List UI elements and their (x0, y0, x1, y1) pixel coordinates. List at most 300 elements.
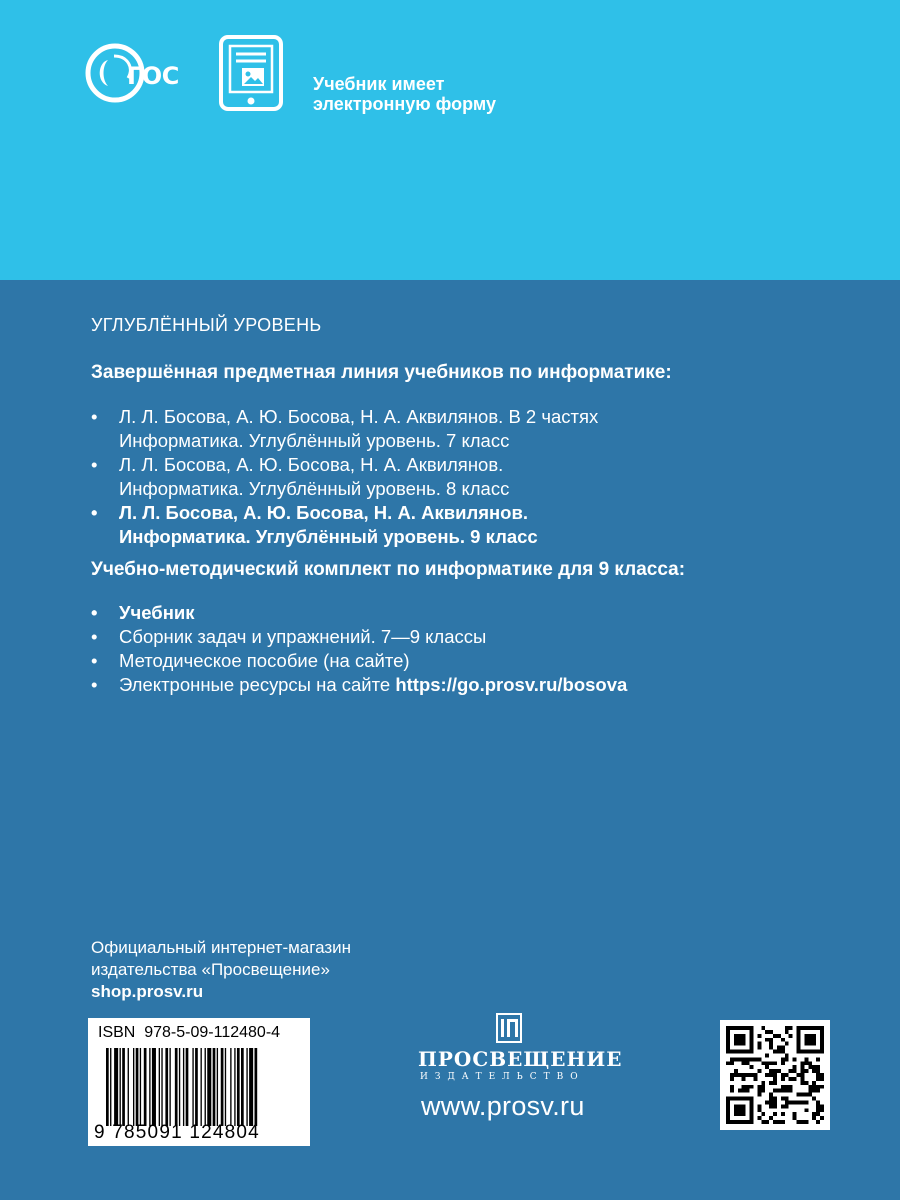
qr-module (750, 1108, 754, 1112)
qr-module (746, 1097, 750, 1101)
qr-module (785, 1053, 789, 1057)
barcode-bar (225, 1048, 226, 1126)
qr-module (812, 1081, 816, 1085)
qr-module (738, 1050, 742, 1054)
resources-link[interactable]: https://go.prosv.ru/bosova (395, 674, 628, 695)
qr-module (789, 1069, 793, 1073)
qr-module (742, 1077, 746, 1081)
qr-module (808, 1042, 812, 1046)
qr-module (789, 1026, 793, 1030)
qr-module (785, 1042, 789, 1046)
barcode-bar (201, 1048, 202, 1126)
qr-module (812, 1116, 816, 1120)
qr-module (781, 1097, 785, 1101)
barcode-bar (192, 1048, 193, 1126)
qr-module (785, 1057, 789, 1061)
qr-module (785, 1097, 789, 1101)
qr-module (797, 1026, 801, 1030)
qr-module (773, 1073, 777, 1077)
qr-module (730, 1089, 734, 1093)
qr-module (757, 1089, 761, 1093)
qr-module (738, 1089, 742, 1093)
qr-module (781, 1077, 785, 1081)
qr-module (750, 1085, 754, 1089)
qr-module (769, 1093, 773, 1097)
qr-module (726, 1120, 730, 1124)
barcode-bar (159, 1048, 160, 1126)
qr-module (808, 1026, 812, 1030)
barcode-bar (255, 1048, 258, 1126)
qr-module (734, 1073, 738, 1077)
qr-module (804, 1034, 808, 1038)
qr-module (757, 1069, 761, 1073)
qr-module (820, 1034, 824, 1038)
qr-module (769, 1030, 773, 1034)
qr-module (789, 1034, 793, 1038)
qr-module (742, 1034, 746, 1038)
qr-module (812, 1097, 816, 1101)
qr-module (777, 1046, 781, 1050)
barcode-bar (217, 1048, 218, 1126)
qr-module (757, 1108, 761, 1112)
publisher-logo-icon (496, 1013, 522, 1043)
qr-module (750, 1057, 754, 1061)
qr-module (750, 1046, 754, 1050)
qr-module (746, 1057, 750, 1061)
qr-module (746, 1085, 750, 1089)
barcode-bar (161, 1048, 162, 1126)
barcode-bar (249, 1048, 253, 1126)
qr-module (804, 1026, 808, 1030)
qr-module (800, 1093, 804, 1097)
qr-module (777, 1069, 781, 1073)
qr-module (800, 1069, 804, 1073)
qr-module (812, 1038, 816, 1042)
qr-module (757, 1116, 761, 1120)
qr-module (773, 1120, 777, 1124)
qr-module (804, 1061, 808, 1065)
bullet-icon: • (91, 454, 98, 475)
barcode-bar (213, 1048, 216, 1126)
qr-module (797, 1050, 801, 1054)
series-title: Завершённая предметная линия учебников по информатике: (91, 362, 672, 383)
qr-module (800, 1120, 804, 1124)
qr-module (777, 1034, 781, 1038)
qr-module (808, 1085, 812, 1089)
qr-module (742, 1104, 746, 1108)
qr-module (726, 1061, 730, 1065)
qr-module (757, 1104, 761, 1108)
qr-module (797, 1100, 801, 1104)
qr-module (726, 1046, 730, 1050)
qr-module (734, 1097, 738, 1101)
qr-module (750, 1050, 754, 1054)
qr-module (765, 1120, 769, 1124)
list-item-current (91, 501, 598, 549)
qr-module (730, 1057, 734, 1061)
qr-module (761, 1089, 765, 1093)
qr-module (738, 1120, 742, 1124)
qr-module (761, 1112, 765, 1116)
qr-module (726, 1108, 730, 1112)
bullet-icon: • (91, 406, 98, 427)
qr-module (773, 1089, 777, 1093)
qr-module (750, 1026, 754, 1030)
barcode-bar (110, 1048, 111, 1126)
qr-module (750, 1034, 754, 1038)
qr-module (750, 1073, 754, 1077)
qr-module (769, 1042, 773, 1046)
qr-module (797, 1034, 801, 1038)
qr-module (726, 1026, 730, 1030)
qr-module (789, 1085, 793, 1089)
qr-module (769, 1104, 773, 1108)
qr-module (816, 1077, 820, 1081)
qr-module (750, 1116, 754, 1120)
barcode-bar (175, 1048, 178, 1126)
qr-module (734, 1026, 738, 1030)
qr-module (765, 1065, 769, 1069)
qr-module (769, 1061, 773, 1065)
qr-module (750, 1097, 754, 1101)
qr-module (769, 1046, 773, 1050)
qr-module (746, 1120, 750, 1124)
qr-module (757, 1085, 761, 1089)
umk-title: Учебно-методический комплект по информатике для 9 класса: (91, 559, 686, 580)
qr-module (757, 1034, 761, 1038)
shop-link[interactable]: shop.prosv.ru (91, 982, 204, 1001)
qr-module (726, 1042, 730, 1046)
barcode-bar (133, 1048, 134, 1126)
qr-module (765, 1053, 769, 1057)
qr-module (808, 1065, 812, 1069)
level-label: УГЛУБЛЁННЫЙ УРОВЕНЬ (91, 315, 322, 335)
barcode-bar (122, 1048, 125, 1126)
qr-module (785, 1104, 789, 1108)
list-item-text: Сборник задач и упражнений. 7—9 классы (119, 626, 487, 647)
qr-module (800, 1050, 804, 1054)
qr-module (773, 1097, 777, 1101)
qr-module (765, 1073, 769, 1077)
qr-module (793, 1077, 797, 1081)
qr-module (789, 1089, 793, 1093)
list-item (91, 673, 627, 697)
barcode (106, 1048, 302, 1126)
list-item-line2: Информатика. Углублённый уровень. 9 класс (119, 526, 538, 547)
qr-module (742, 1120, 746, 1124)
qr-module (781, 1112, 785, 1116)
qr-module (753, 1077, 757, 1081)
qr-module (816, 1069, 820, 1073)
bullet-icon: • (91, 602, 98, 623)
qr-module (800, 1065, 804, 1069)
qr-module (734, 1057, 738, 1061)
qr-module (781, 1089, 785, 1093)
qr-module (769, 1081, 773, 1085)
series-list (91, 405, 598, 549)
qr-module (816, 1050, 820, 1054)
qr-module (769, 1073, 773, 1077)
qr-module (765, 1038, 769, 1042)
qr-module (797, 1120, 801, 1124)
list-item-line2: Информатика. Углублённый уровень. 7 класс (119, 430, 510, 451)
qr-module (730, 1085, 734, 1089)
qr-module (730, 1120, 734, 1124)
publisher-name: ПРОСВЕЩЕНИЕ (418, 1047, 623, 1071)
qr-module (816, 1073, 820, 1077)
qr-module (734, 1108, 738, 1112)
qr-module (789, 1100, 793, 1104)
qr-module (738, 1026, 742, 1030)
qr-module (757, 1093, 761, 1097)
qr-module (734, 1050, 738, 1054)
qr-module (750, 1042, 754, 1046)
qr-module (773, 1112, 777, 1116)
qr-module (808, 1034, 812, 1038)
qr-module (804, 1050, 808, 1054)
barcode-bar (136, 1048, 139, 1126)
qr-module (769, 1069, 773, 1073)
qr-module (785, 1030, 789, 1034)
qr-module (777, 1089, 781, 1093)
qr-module (761, 1026, 765, 1030)
qr-module (734, 1034, 738, 1038)
qr-module (808, 1061, 812, 1065)
barcode-bar (152, 1048, 156, 1126)
qr-module (742, 1026, 746, 1030)
qr-module (742, 1057, 746, 1061)
qr-module (765, 1061, 769, 1065)
qr-module (730, 1077, 734, 1081)
qr-module (746, 1026, 750, 1030)
qr-module (742, 1089, 746, 1093)
qr-module (769, 1097, 773, 1101)
qr-module (730, 1061, 734, 1065)
qr-module (812, 1042, 816, 1046)
list-item-text: Учебник (119, 602, 195, 623)
qr-module (820, 1085, 824, 1089)
list-item (91, 601, 627, 625)
qr-module (738, 1097, 742, 1101)
qr-module (812, 1089, 816, 1093)
qr-module (742, 1108, 746, 1112)
qr-module (777, 1050, 781, 1054)
qr-module (765, 1030, 769, 1034)
qr-module (816, 1108, 820, 1112)
qr-module (816, 1065, 820, 1069)
tablet-icon (218, 34, 284, 112)
qr-module (726, 1104, 730, 1108)
qr-module (726, 1038, 730, 1042)
qr-module (742, 1038, 746, 1042)
electronic-form-line1: Учебник имеет (313, 74, 445, 94)
qr-module (820, 1042, 824, 1046)
electronic-form-note (313, 74, 496, 114)
bullet-icon: • (91, 650, 98, 671)
qr-module (750, 1100, 754, 1104)
qr-module (812, 1034, 816, 1038)
qr-module (742, 1050, 746, 1054)
qr-module (734, 1120, 738, 1124)
qr-module (781, 1120, 785, 1124)
qr-module (804, 1042, 808, 1046)
qr-module (781, 1046, 785, 1050)
qr-module (757, 1042, 761, 1046)
qr-module (769, 1100, 773, 1104)
qr-module (793, 1116, 797, 1120)
qr-module (812, 1112, 816, 1116)
list-item-line2: Информатика. Углублённый уровень. 8 класс (119, 478, 510, 499)
qr-module (800, 1100, 804, 1104)
qr-module (757, 1057, 761, 1061)
isbn-label: ISBN 978-5-09-112480-4 (98, 1024, 281, 1041)
shop-info (91, 937, 351, 1003)
barcode-bar (241, 1048, 244, 1126)
qr-module (738, 1073, 742, 1077)
qr-module (753, 1073, 757, 1077)
qr-module (750, 1112, 754, 1116)
qr-module (816, 1057, 820, 1061)
qr-module (773, 1069, 777, 1073)
qr-module (800, 1081, 804, 1085)
qr-module (769, 1116, 773, 1120)
qr-module (742, 1085, 746, 1089)
barcode-bar (221, 1048, 224, 1126)
qr-module (804, 1120, 808, 1124)
qr-module (773, 1061, 777, 1065)
qr-module (816, 1026, 820, 1030)
qr-module (738, 1112, 742, 1116)
qr-module (773, 1050, 777, 1054)
qr-module (734, 1069, 738, 1073)
qr-module (800, 1026, 804, 1030)
qr-module (797, 1042, 801, 1046)
qr-module (726, 1050, 730, 1054)
qr-module (804, 1038, 808, 1042)
qr-module (793, 1069, 797, 1073)
publisher-site-link[interactable]: www.prosv.ru (421, 1091, 585, 1121)
list-item (91, 649, 627, 673)
qr-module (750, 1120, 754, 1124)
qr-module (793, 1100, 797, 1104)
barcode-bar (149, 1048, 150, 1126)
qr-module (793, 1112, 797, 1116)
barcode-bar (205, 1048, 206, 1126)
bullet-icon: • (91, 674, 98, 695)
qr-module (785, 1100, 789, 1104)
qr-module (804, 1057, 808, 1061)
qr-module (797, 1073, 801, 1077)
qr-module (797, 1093, 801, 1097)
barcode-bar (144, 1048, 147, 1126)
qr-code[interactable] (720, 1020, 830, 1130)
qr-module (797, 1030, 801, 1034)
qr-module (750, 1065, 754, 1069)
qr-module (820, 1030, 824, 1034)
qr-module (785, 1073, 789, 1077)
barcode-bar (237, 1048, 240, 1126)
qr-module (820, 1038, 824, 1042)
qr-module (804, 1069, 808, 1073)
qr-module (808, 1050, 812, 1054)
qr-module (816, 1104, 820, 1108)
bullet-icon: • (91, 502, 98, 523)
qr-module (804, 1108, 808, 1112)
qr-module (820, 1026, 824, 1030)
qr-module (734, 1042, 738, 1046)
qr-module (773, 1034, 777, 1038)
qr-module (808, 1093, 812, 1097)
qr-module (785, 1089, 789, 1093)
qr-module (746, 1073, 750, 1077)
list-item-line1: Л. Л. Босова, А. Ю. Босова, Н. А. Аквилянов. (119, 502, 528, 523)
qr-module (812, 1069, 816, 1073)
qr-module (812, 1085, 816, 1089)
qr-module (812, 1050, 816, 1054)
qr-module (804, 1081, 808, 1085)
qr-module (812, 1026, 816, 1030)
qr-module (777, 1120, 781, 1124)
qr-module (750, 1038, 754, 1042)
barcode-bar (165, 1048, 168, 1126)
barcode-bar (169, 1048, 170, 1126)
qr-module (742, 1112, 746, 1116)
qr-module (742, 1061, 746, 1065)
qr-module (738, 1057, 742, 1061)
qr-module (820, 1077, 824, 1081)
qr-module (738, 1034, 742, 1038)
qr-module (812, 1065, 816, 1069)
qr-module (742, 1042, 746, 1046)
qr-module (742, 1073, 746, 1077)
qr-module (726, 1097, 730, 1101)
qr-module (738, 1104, 742, 1108)
qr-module (793, 1065, 797, 1069)
barcode-bar (186, 1048, 189, 1126)
qr-module (746, 1050, 750, 1054)
list-item-line1: Л. Л. Босова, А. Ю. Босова, Н. А. Аквилянов. В 2 частях (119, 406, 599, 427)
qr-module (781, 1050, 785, 1054)
qr-module (773, 1104, 777, 1108)
qr-module (793, 1057, 797, 1061)
qr-module (789, 1077, 793, 1081)
qr-module (804, 1093, 808, 1097)
qr-module (785, 1026, 789, 1030)
qr-module (800, 1077, 804, 1081)
qr-module (726, 1034, 730, 1038)
electronic-form-line2: электронную форму (313, 94, 496, 114)
qr-module (742, 1097, 746, 1101)
qr-module (746, 1089, 750, 1093)
qr-module (750, 1104, 754, 1108)
qr-module (753, 1057, 757, 1061)
qr-module (773, 1100, 777, 1104)
qr-module (808, 1038, 812, 1042)
qr-module (726, 1030, 730, 1034)
qr-module (816, 1085, 820, 1089)
qr-module (750, 1030, 754, 1034)
list-item-line1: Л. Л. Босова, А. Ю. Босова, Н. А. Аквилянов. (119, 454, 504, 475)
qr-module (781, 1057, 785, 1061)
qr-module (785, 1085, 789, 1089)
list-item (91, 453, 598, 501)
qr-module (746, 1061, 750, 1065)
qr-module (730, 1073, 734, 1077)
barcode-bar (140, 1048, 141, 1126)
qr-module (730, 1097, 734, 1101)
qr-module (816, 1100, 820, 1104)
qr-module (800, 1061, 804, 1065)
